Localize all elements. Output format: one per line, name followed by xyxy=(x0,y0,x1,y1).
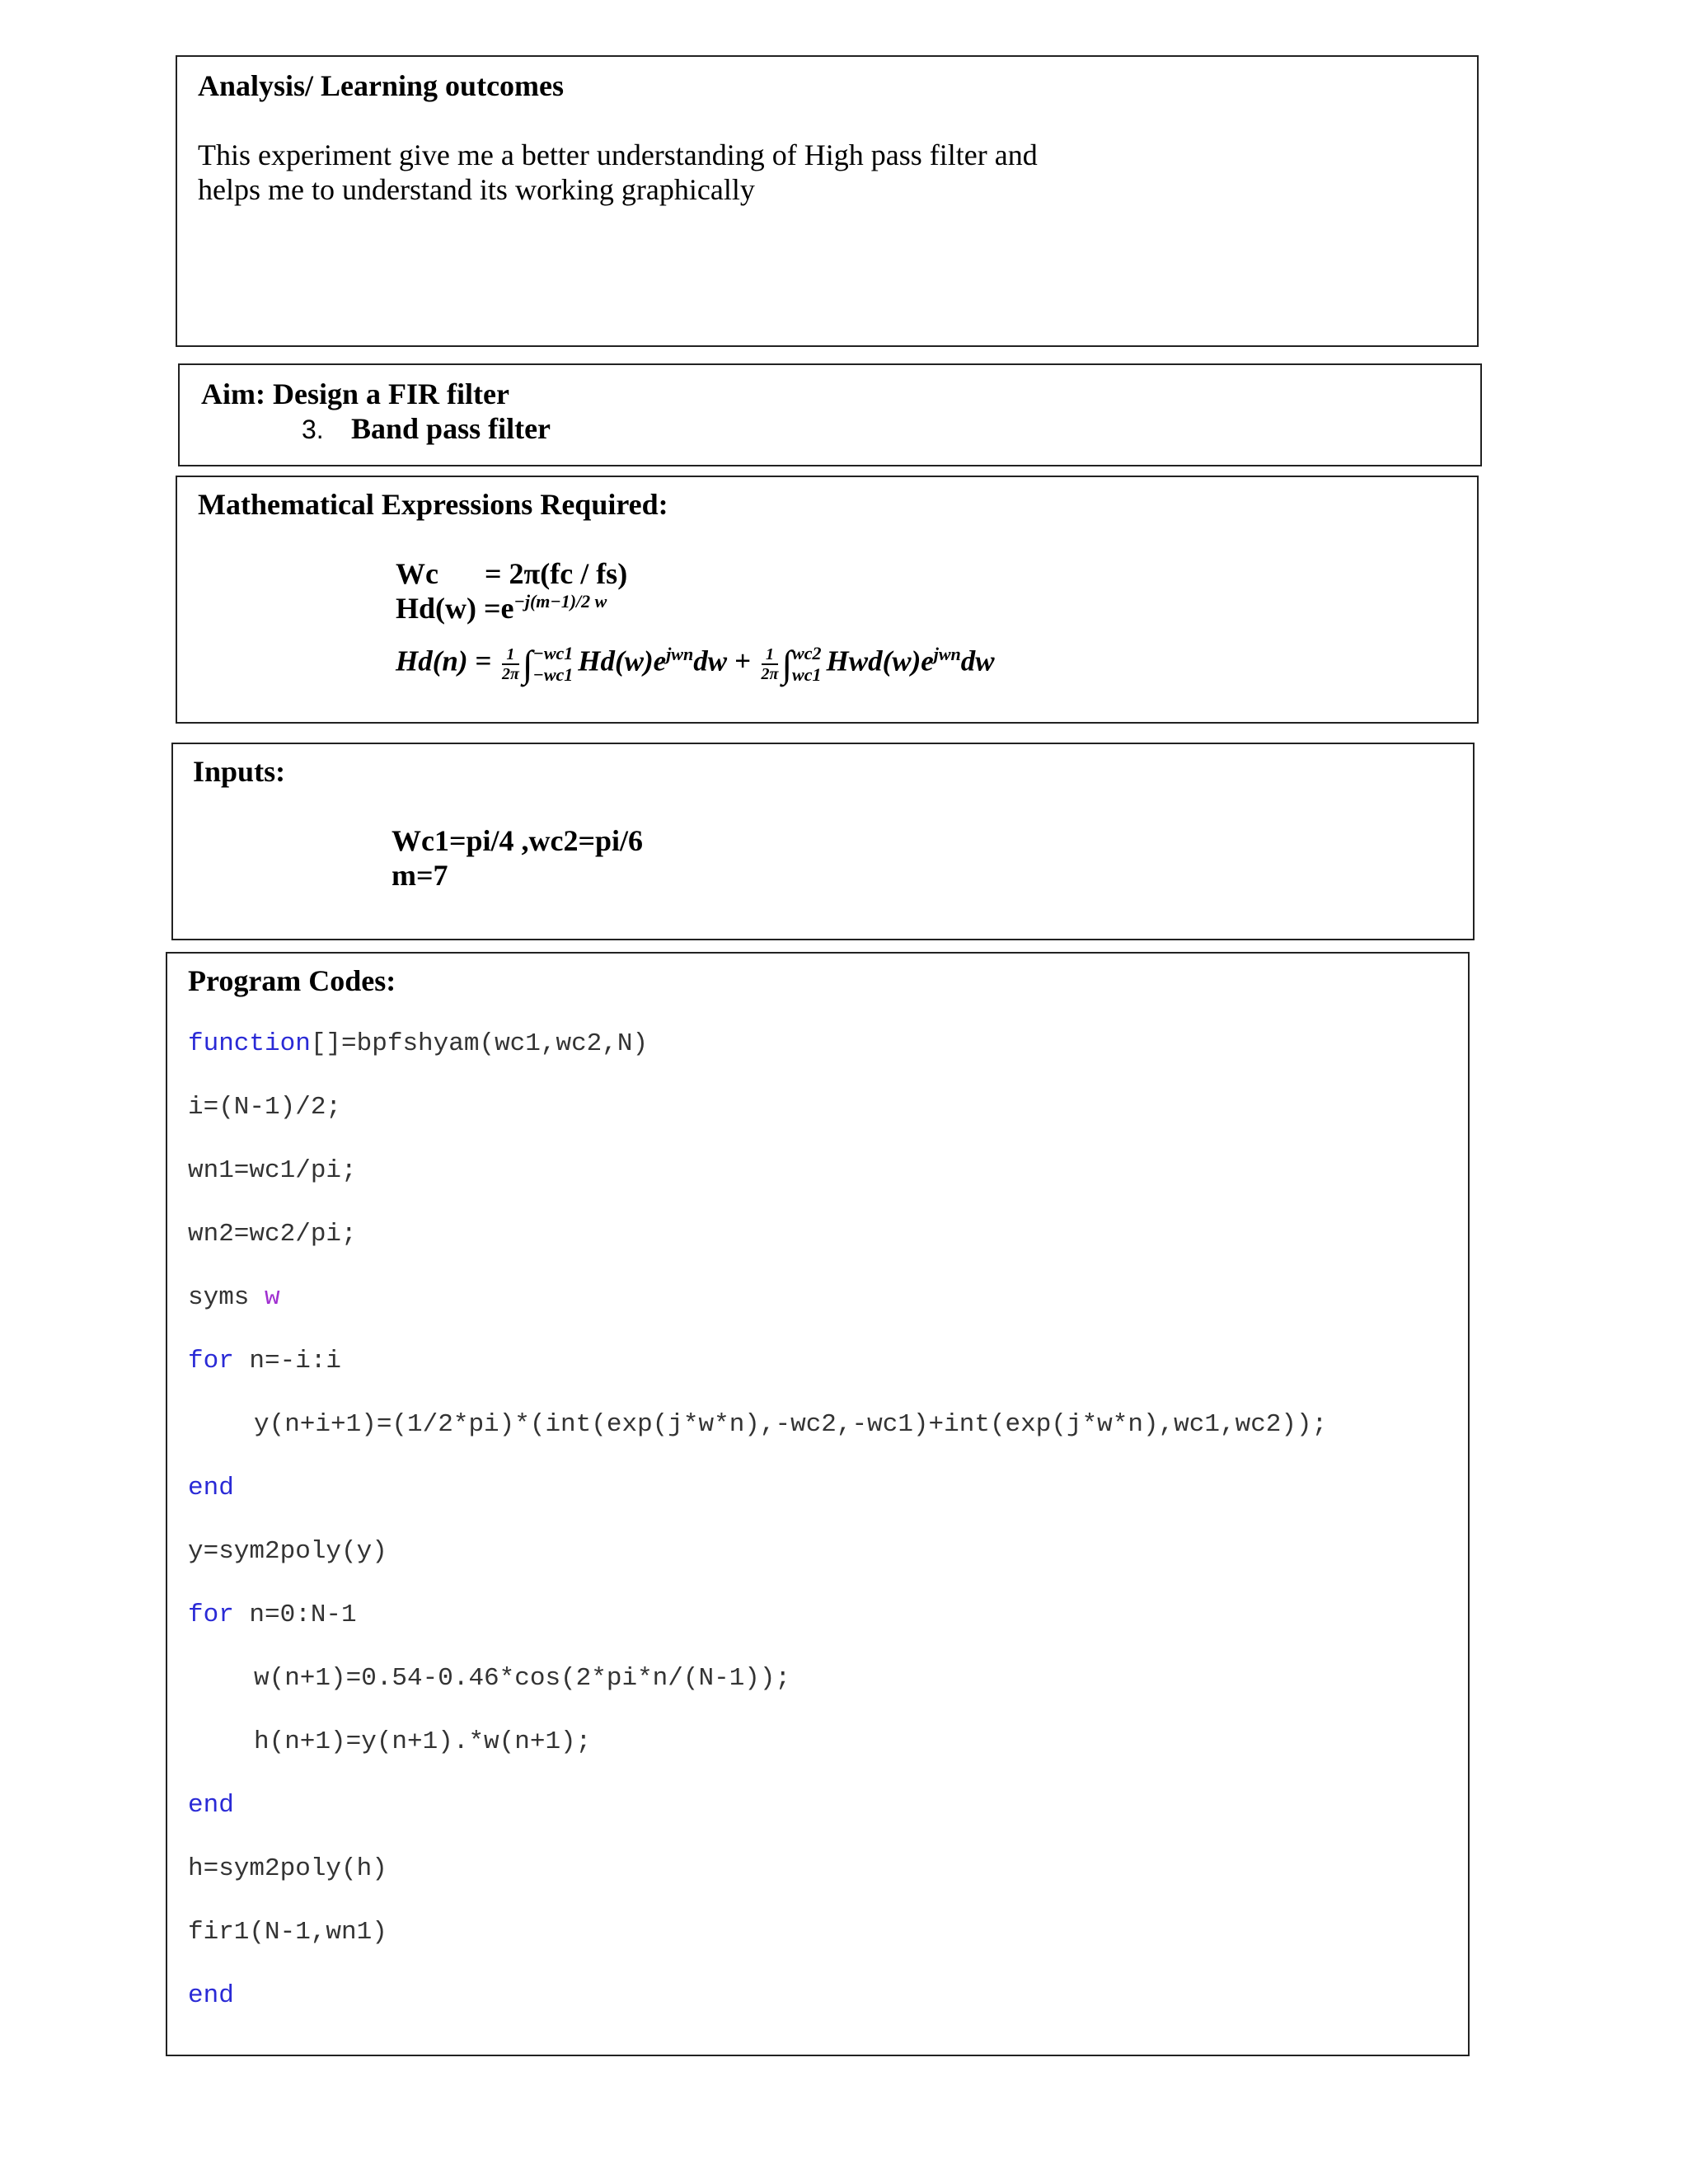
code-line-2: i=(N-1)/2; xyxy=(188,1093,342,1122)
code-line-7: y(n+i+1)=(1/2*pi)*(int(exp(j*w*n),-wc2,-wc1)+int(exp(j*w*n),wc1,wc2)); xyxy=(254,1410,1328,1439)
code-line-6: for n=-i:i xyxy=(188,1347,342,1376)
equation-hdw xyxy=(396,591,607,626)
code-keyword: function xyxy=(188,1029,311,1058)
aim-heading: Aim: Design a FIR filter xyxy=(201,377,509,410)
code-line-9: y=sym2poly(y) xyxy=(188,1537,387,1566)
integral-1-exponent: jwn xyxy=(666,643,694,664)
inputs-section xyxy=(171,743,1475,940)
integral-1-dw: dw + xyxy=(693,644,751,677)
analysis-line-2: helps me to understand its working graphically xyxy=(198,173,755,206)
inputs-line-2: m=7 xyxy=(392,859,448,892)
code-line-14: h=sym2poly(h) xyxy=(188,1854,387,1883)
code-line-15: fir1(N-1,wn1) xyxy=(188,1918,387,1947)
equation-hdw-lhs: Hd(w) =e xyxy=(396,592,514,625)
integral-1-body: Hd(w)e xyxy=(578,644,667,677)
code-heading: Program Codes: xyxy=(188,964,396,997)
aim-section xyxy=(178,363,1482,466)
aim-item-text: Band pass filter xyxy=(351,412,551,445)
code-line-1: function[]=bpfshyam(wc1,wc2,N) xyxy=(188,1029,649,1058)
code-line-8 xyxy=(188,1474,234,1502)
code-line-13 xyxy=(188,1791,234,1820)
analysis-line-1: This experiment give me a better understanding of High pass filter and xyxy=(198,138,1038,171)
code-keyword: end xyxy=(188,1474,234,1502)
equation-hdn-lhs: Hd(n) = xyxy=(396,644,492,677)
code-line-16 xyxy=(188,1981,234,2010)
integral-2-body: Hwd(w)e xyxy=(826,644,934,677)
analysis-heading: Analysis/ Learning outcomes xyxy=(198,69,565,102)
fraction-2: $\frac{1}{2\pi}$ xyxy=(761,644,779,683)
fraction-1: $\frac{1}{2\pi}$ xyxy=(501,644,519,683)
equation-wc-lhs: Wc xyxy=(396,557,438,590)
code-line-12: h(n+1)=y(n+1).*w(n+1); xyxy=(254,1727,592,1756)
code-keyword: end xyxy=(188,1791,234,1820)
code-line-5: syms w xyxy=(188,1283,280,1312)
equation-wc xyxy=(396,556,627,591)
code-section xyxy=(166,952,1470,2056)
equation-hdn xyxy=(396,642,995,686)
math-heading: Mathematical Expressions Required: xyxy=(198,488,668,521)
aim-item xyxy=(302,411,551,446)
equation-wc-rhs: = 2π(fc / fs) xyxy=(485,557,628,590)
analysis-text xyxy=(198,138,1038,207)
inputs-values xyxy=(392,823,643,893)
code-line-4: wn2=wc2/pi; xyxy=(188,1220,357,1249)
equation-hdw-exponent: −j(m−1)/2 w xyxy=(513,591,607,612)
integral-sign-2: ∫ xyxy=(781,643,793,685)
code-line-3: wn1=wc1/pi; xyxy=(188,1156,357,1185)
code-line-10: for n=0:N-1 xyxy=(188,1601,357,1629)
inputs-line-1: Wc1=pi/4 ,wc2=pi/6 xyxy=(392,824,644,857)
analysis-section xyxy=(176,55,1479,347)
code-keyword: end xyxy=(188,1981,234,2010)
code-line-11: w(n+1)=0.54-0.46*cos(2*pi*n/(N-1)); xyxy=(254,1664,791,1693)
math-section xyxy=(176,476,1479,724)
inputs-heading: Inputs: xyxy=(193,755,286,788)
code-symbol: w xyxy=(265,1283,280,1312)
integral-sign-1: ∫ xyxy=(522,643,533,685)
integral-2-limits: wc2 wc1 xyxy=(792,642,822,685)
code-keyword: for xyxy=(188,1347,234,1376)
aim-item-number: 3. xyxy=(302,415,324,444)
integral-2-dw: dw xyxy=(960,644,995,677)
code-keyword: for xyxy=(188,1601,234,1629)
integral-1-limits: −wc1 −wc1 xyxy=(532,642,574,685)
integral-2-exponent: jwn xyxy=(933,643,961,664)
